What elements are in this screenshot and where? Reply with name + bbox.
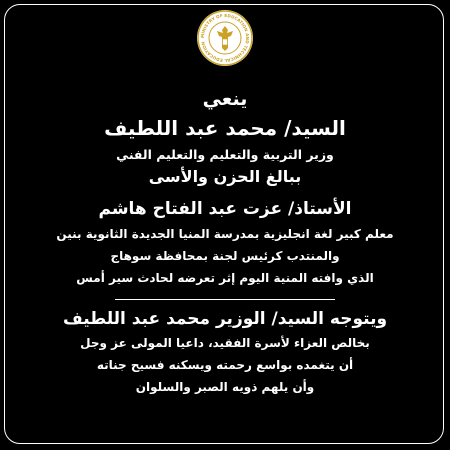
deceased-name: الأستاذ/ عزت عبد الفتاح هاشم — [98, 199, 352, 219]
condolence-heading: ويتوجه السيد/ الوزير محمد عبد اللطيف — [62, 309, 388, 329]
announcement-body — [0, 85, 450, 398]
condolence-line: وأن يلهم ذويه الصبر والسلوان — [135, 380, 315, 394]
deceased-detail-line: الذي وافته المنية اليوم إثر تعرضه لحادث سير أمس — [76, 271, 374, 285]
minister-title: وزير التربية والتعليم والتعليم الفني — [116, 147, 334, 162]
grief-line: ببالغ الحزن والأسى — [148, 167, 302, 186]
deceased-detail-line: معلم كبير لغة انجليزية بمدرسة المنيا الجديدة الثانوية بنين — [56, 227, 394, 241]
seal-text: MINISTRY OF EDUCATION AND TECHNICAL EDUCATION — [199, 12, 251, 64]
deceased-detail-line: والمنتدب كرئيس لجنة بمحافظة سوهاج — [110, 249, 340, 263]
condolence-line: بخالص العزاء لأسرة الفقيد، داعيا المولى عز وجل — [80, 336, 370, 350]
ministry-seal-graphic — [195, 8, 255, 68]
condolence-line: أن يتغمده بواسع رحمته ويسكنه فسيح جناته — [96, 358, 354, 372]
minister-name: السيد/ محمد عبد اللطيف — [104, 116, 346, 140]
ministry-seal-icon — [195, 8, 255, 68]
divider — [115, 299, 335, 300]
mourns-heading: ينعي — [202, 88, 248, 110]
